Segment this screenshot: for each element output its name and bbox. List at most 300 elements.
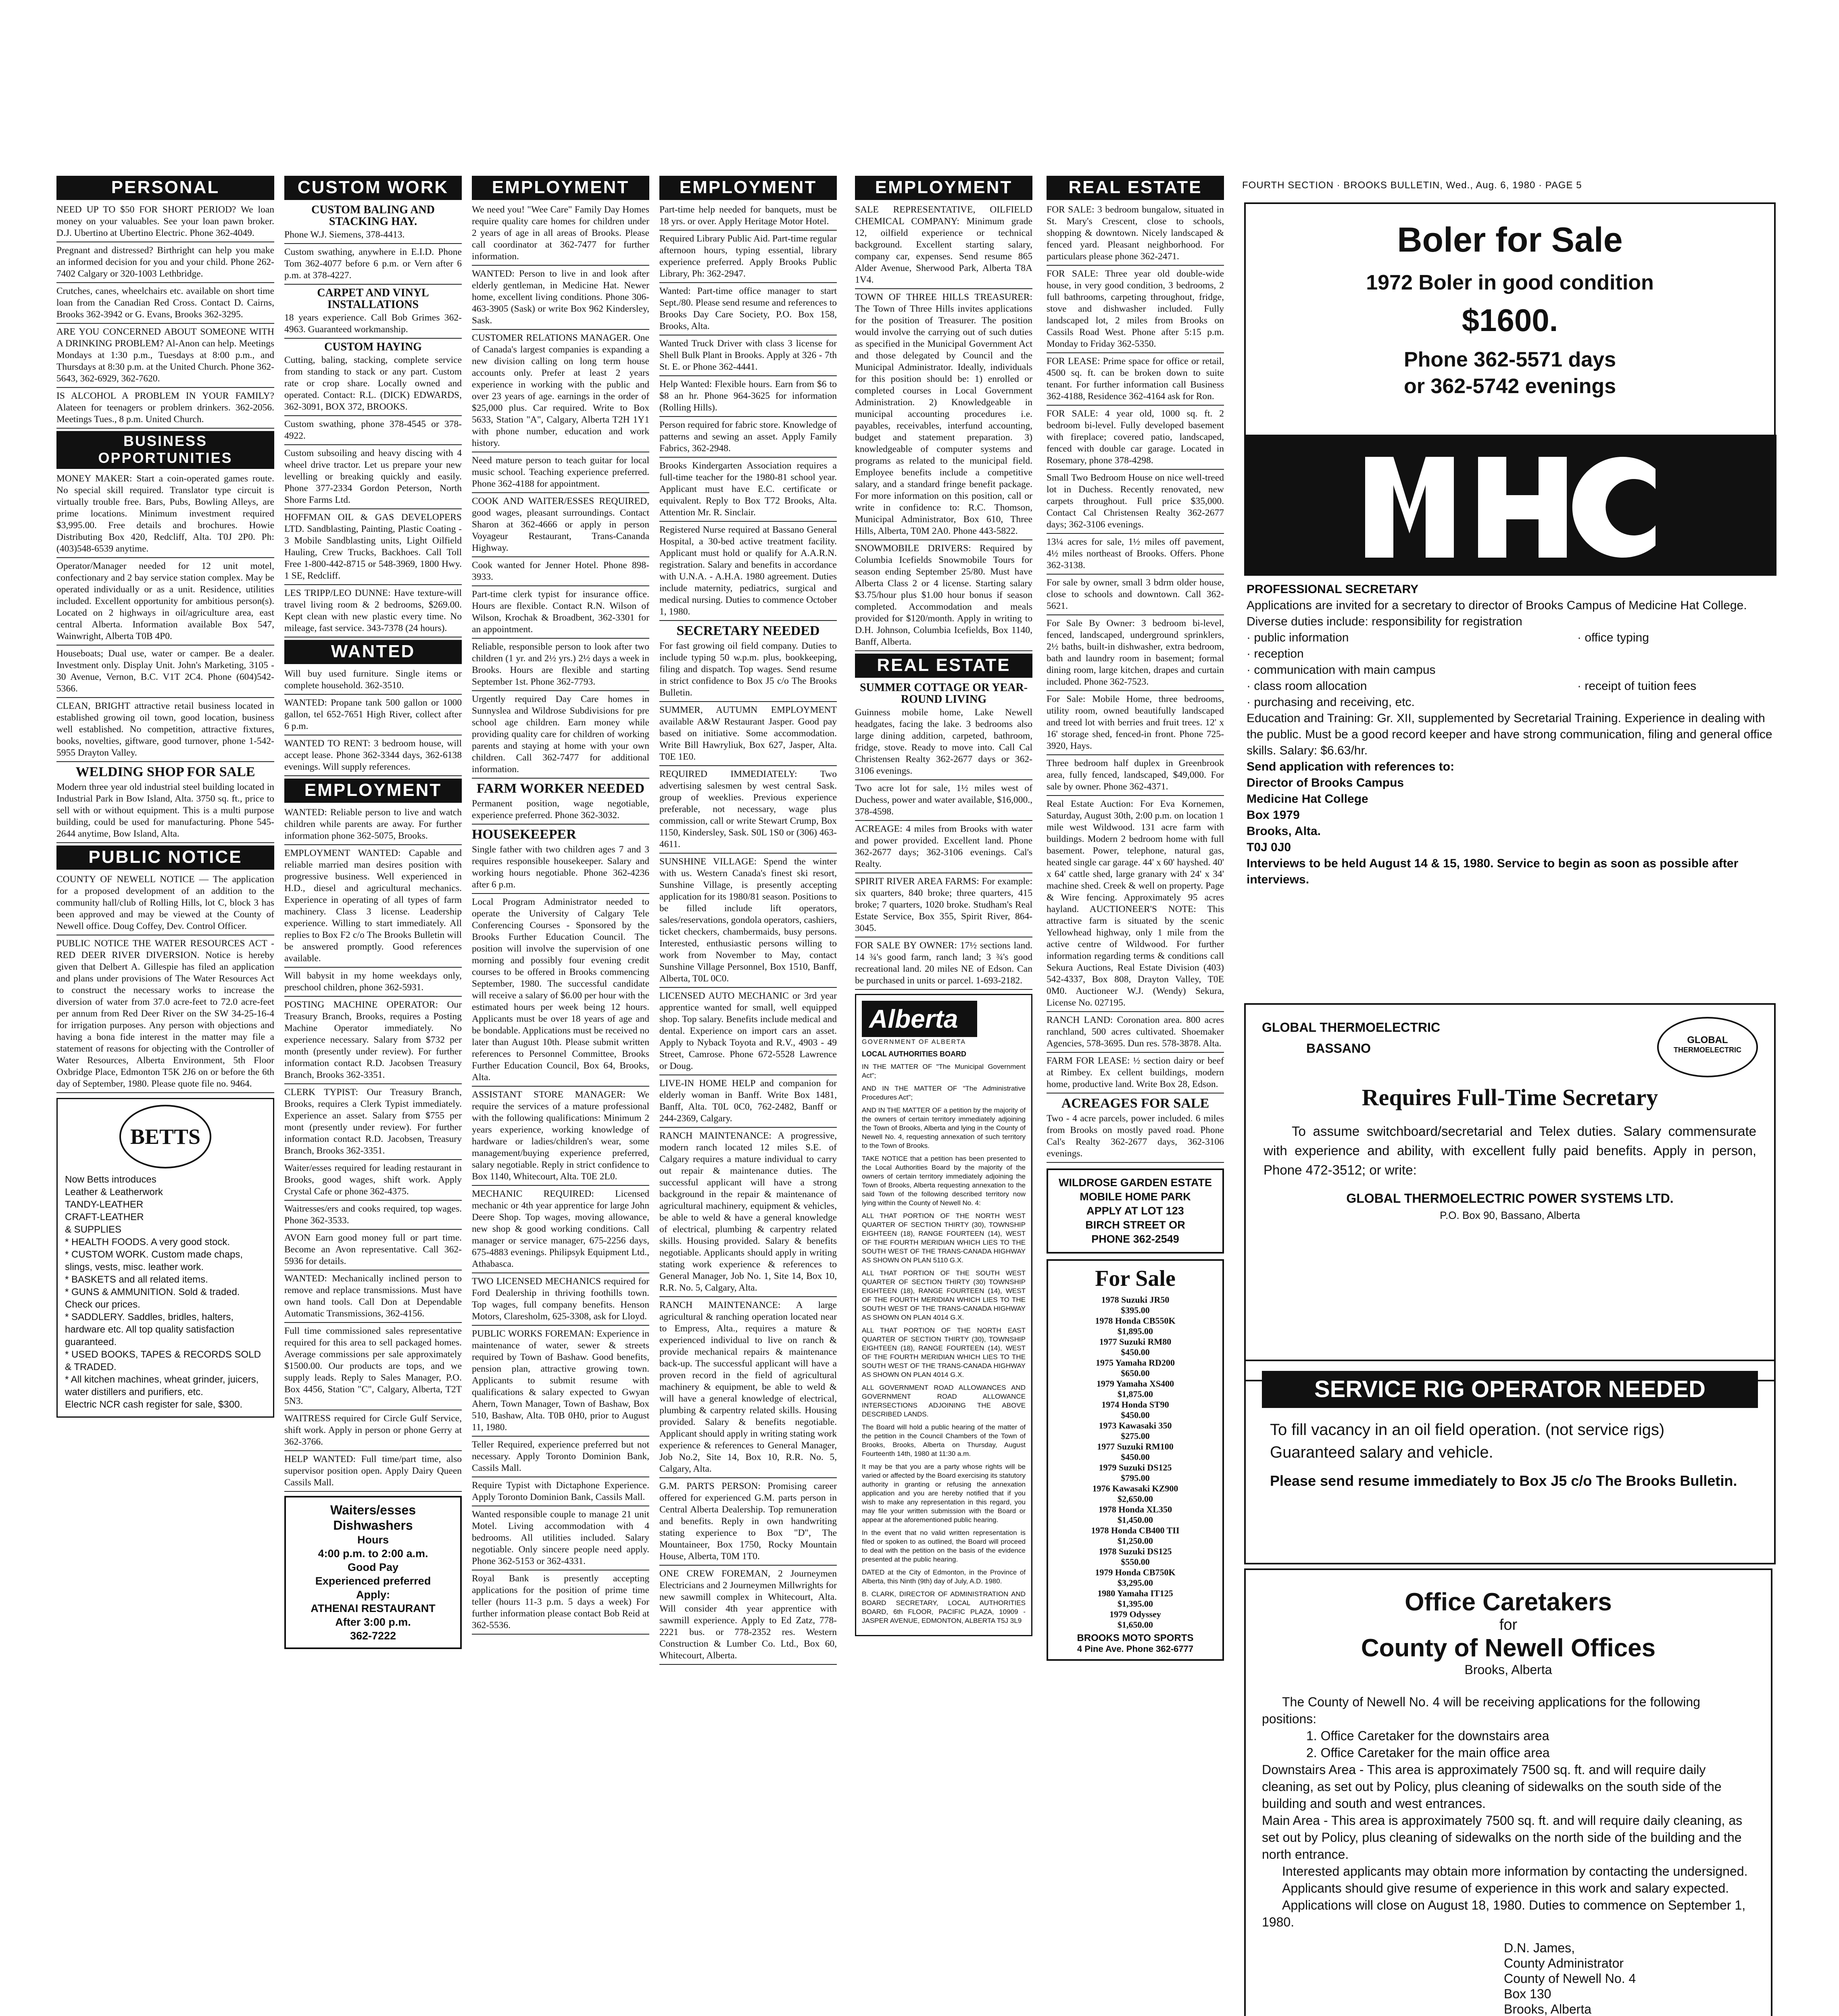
boler-title: Boler for Sale	[1397, 221, 1623, 259]
moto-item-price: $450.00	[1121, 1347, 1150, 1357]
service-rig-send: Please send resume immediately to Box J5 c/o The Brooks Bulletin.	[1270, 1472, 1737, 1489]
alberta-paragraph-2: AND IN THE MATTER OF "The Administrative Procedures Act";	[862, 1085, 1026, 1101]
moto-item-16	[1053, 1609, 1218, 1630]
section-header-public-notice: PUBLIC NOTICE	[56, 846, 274, 870]
alberta-paragraph-11: In the event that no valid written representation is filed or spoken to as outlined, the Board will proceed to deal with the petition on the basis of the evidence presented at the public hearing.	[862, 1529, 1026, 1563]
employment-col3-lower-ad-8: Wanted responsible couple to manage 21 unit Motel. Living accommodation with 4 bedrooms. All utilities included. Salary negotiable. Only sincere people need apply. Phone 362-5153 or 362-4331.	[472, 1509, 649, 1570]
employment-col4-lower-ad-6: RANCH MAINTENANCE: A progressive, modern ranch located 12 miles S.E. of Calgary requires a mature individual to carry out repair & maintenance duties. The successful applicant will have a strong background in the repair & maintenance of agricultural machinery, equipment & vehicles, be able to weld & have a general knowledge of electrical, plumbing & carpentry related skills. Housing provided. Salary & benefits negotiable. Applicants should apply in writing stating work experience & references to General Manager, Job No. 1, Site 14, Box 10, R.R. No. 5, Calgary, Alta.	[659, 1130, 837, 1297]
moto-for-sale-ad	[1047, 1259, 1224, 1661]
moto-item-name: 1979 Yamaha XS400	[1096, 1379, 1174, 1389]
custom-work-title-4: CUSTOM HAYING	[324, 341, 422, 353]
betts-line-10: * SADDLERY. Saddles, bridles, halters, hardware etc. All top quality satisfaction guaranteed.	[65, 1312, 235, 1347]
custom-work-ad-1	[284, 204, 462, 244]
real-estate-col6-ad-7: For sale by owner, small 3 bdrm older house, close to schools and downtown. Call 362-5621.	[1047, 577, 1224, 615]
moto-item-name: 1977 Suzuki RM100	[1097, 1441, 1174, 1452]
boler-line2: Phone 362-5571 days	[1403, 348, 1616, 371]
waiters-line-3: Good Pay	[347, 1561, 399, 1573]
moto-footer-address: 4 Pine Ave. Phone 362-6777	[1077, 1644, 1194, 1654]
employment-ads-col4	[659, 204, 837, 621]
section-header-personal: PERSONAL	[56, 176, 274, 200]
moto-item-name: 1979 Honda CB750K	[1095, 1567, 1176, 1577]
real-estate-col6-ad-3: FOR LEASE: Prime space for office or retail, 4500 sq. ft. can be broken down to suite tenant. For further information call Business 362-4188, Residence 362-4164 ask for Ron.	[1047, 356, 1224, 406]
employment-col4-lower-ad-1: SUMMER, AUTUMN EMPLOYMENT available A&W Restaurant Jasper. Good pay based on initiative. Some accommodation. Write Bill Hawryliuk, Box 627, Jasper, Alta. T0E 1E0.	[659, 704, 837, 766]
custom-work-text-8: LES TRIPP/LEO DUNNE: Have texture-will travel living room & 2 bedrooms, $269.00. Kept clean with new plastic every time. No mileage, fast service. 343-7378 (24 hours).	[284, 588, 462, 633]
custom-work-text-2: Custom swathing, anywhere in E.I.D. Phone Tom 362-4077 before 6 p.m. or Vern after 6 p.m. at 378-4227.	[284, 247, 462, 281]
column-employment-5	[855, 176, 1032, 1636]
alberta-paragraph-1: IN THE MATTER OF "The Municipal Government Act";	[862, 1063, 1026, 1079]
moto-item-price: $3,295.00	[1118, 1578, 1153, 1588]
employment-col2-ad-9: WANTED: Mechanically inclined person to remove and replace transmissions. Must have own hand tools. Call Don at Dependable Automatic Transmissions, 362-4156.	[284, 1273, 462, 1323]
alberta-logo: Alberta	[862, 1001, 977, 1037]
section-header-real-estate: REAL ESTATE	[1047, 176, 1224, 200]
moto-item-1	[1053, 1295, 1218, 1316]
employment-col3-lower-ad-4: TWO LICENSED MECHANICS required for Ford Dealership in thriving foothills town. Top wages, full company benefits. Henson Motors, Claresholm, 625-3308, ask for Lloyd.	[472, 1276, 649, 1326]
moto-item-name: 1979 Suzuki DS125	[1099, 1462, 1172, 1472]
alberta-board: LOCAL AUTHORITIES BOARD	[862, 1050, 966, 1058]
business-ad-3: Houseboats; Dual use, water or camper. Be a dealer. Investment only. Display Unit. John's Marketing, 3105 - 30 Avenue, Vernon, B.C. V1T 2C4. Phone (604)542-5366.	[56, 648, 274, 698]
custom-work-ad-7	[284, 512, 462, 585]
mhc-duty: · class room allocation	[1247, 679, 1367, 693]
employment-col4-lower-ad-7: RANCH MAINTENANCE: A large agricultural & ranching operation located near to Empress, Alta., requires a mature & experienced individual to live on ranch & provide mechanical repairs & maintenance back-up. The successful applicant will have a proven record in the field of agricultural machinery & equipment, be able to weld & will have a general knowledge of electrical, plumbing & carpentry related skills. Housing provided. Salary & benefits negotiable. Applicant should apply in writing stating work experience & references to General Manager, Job No.2, Site 14, Box 10, R.R. No. 5, Calgary, Alta.	[659, 1300, 837, 1478]
mhc-ad	[1244, 435, 1776, 995]
employment-col3-lower-ad-1: Local Program Administrator needed to operate the University of Calgary Tele Conferencing Courses - Sponsored by the Brooks Further Education Council. The position will involve the supervision of one morning and possibly four evening credit courses to be offered in Brooks commencing September, 1980. The successful candidate will receive a salary of $6.00 per hour with the estimated hours per week being 12 hours. Applicants must be over 18 years of age and be bondable. Applications must be received no later than August 10th. Please submit written references to Personnel Committee, Brooks Further Education Council, Box 64, Brooks, Alta.	[472, 896, 649, 1087]
real-estate-col6-ad-9: For Sale: Mobile Home, three bedrooms, utility room, owned beautifully landscaped and treed lot with berries and fruit trees. 12' x 16' storage shed, fenced-in front. Phone 725-3920, Hays.	[1047, 694, 1224, 755]
betts-line-12: * All kitchen machines, wheat grinder, juicers, water distillers and purifiers, etc.	[65, 1374, 259, 1397]
mhc-address	[1247, 775, 1774, 856]
page-folio: FOURTH SECTION · BROOKS BULLETIN, Wed., Aug. 6, 1980 · PAGE 5	[1242, 180, 1582, 191]
waiters-line-5: Apply:	[356, 1589, 390, 1601]
waiters-box	[284, 1496, 462, 1649]
housekeeper-ad	[472, 827, 649, 894]
alberta-paragraph-4: TAKE NOTICE that a petition has been presented to the Local Authorities Board by the majority of the owners of certain territory immediately adjoining the Town of Brooks, Alberta requesting annexation to the said Town of the following described territory now lying within the County of Newell No. 4:	[862, 1155, 1026, 1207]
employment-col2-ad-2: EMPLOYMENT WANTED: Capable and reliable married man desires position with progressive business. Well experienced in H.D., diesel and agricultural mechanics. Experience in operating of all types of farm machinery. Class 3 license. Leadership experience. Willing to start immediately. All replies to Box F2 c/o The Brooks Bulletin will be answered promptly. Good references available.	[284, 848, 462, 968]
section-header-wanted: WANTED	[284, 640, 462, 664]
alberta-paragraph-3: AND IN THE MATTER OF a petition by the majority of the owners of certain territory immediately adjoining the Town of Brooks, Alberta and lying in the County of Newell No. 4, requesting annexation of such territory to the Town of Brooks.	[862, 1106, 1026, 1150]
summer-cottage-ad	[855, 682, 1032, 780]
mhc-duty	[1577, 662, 1771, 678]
business-ads	[56, 473, 274, 762]
thermo-company: GLOBAL THERMOELECTRIC	[1262, 1020, 1441, 1035]
farm-worker-title: FARM WORKER NEEDED	[476, 781, 645, 796]
personal-ad-1: NEED UP TO $50 FOR SHORT PERIOD? We loan money on your valuables. See your loan pawn broker. D.J. Ubertino at Ubertino Electric. Phone 362-4049.	[56, 204, 274, 242]
secretary-needed-ad	[659, 623, 837, 702]
custom-work-text-6: Custom subsoiling and heavy discing with 4 wheel drive tractor. Let us prepare your new levelling or breaking quickly and easily. Phone 377-2334 Gordon Peterson, North Shore Farms Ltd.	[284, 448, 462, 505]
employment-ads-col5	[855, 204, 1032, 651]
employment-col3-ad-6: Cook wanted for Jenner Hotel. Phone 898-3933.	[472, 560, 649, 586]
employment-col2-ad-3: Will babysit in my home weekdays only, preschool children, phone 362-5931.	[284, 970, 462, 997]
moto-item-price: $550.00	[1121, 1557, 1150, 1567]
moto-item-10	[1053, 1483, 1218, 1504]
wildrose-line-3: BIRCH STREET OR	[1085, 1219, 1185, 1231]
employment-col2-ad-5: CLERK TYPIST: Our Treasury Branch, Brooks, requires a Clerk Typist immediately. Experience an asset. Salary from $755 per mont (presently under review). For further information contact R.D. Jacobsen, Treasury Branch, Brooks 362-3351.	[284, 1087, 462, 1160]
custom-work-ad-3	[284, 287, 462, 339]
mhc-duty: · purchasing and receiving, etc.	[1247, 696, 1415, 709]
caretakers-title: Office Caretakers	[1405, 1588, 1612, 1616]
employment-col2-ad-10: Full time commissioned sales representative required for this area to sell packaged homes. Average commissions per sale approximately $1500.00. Our products are tops, and we supply leads. Reply to Sales Manager, P.O. Box 4456, Station "C", Calgary, Alberta, T2T 5N3.	[284, 1325, 462, 1410]
employment-col4-ad-1: Part-time help needed for banquets, must be 18 yrs. or over. Apply Heritage Motor Hotel.	[659, 204, 837, 231]
custom-work-text-1: Phone W.J. Siemens, 378-4413.	[284, 229, 405, 240]
moto-title: For Sale	[1095, 1266, 1176, 1291]
mhc-logo	[1244, 435, 1776, 576]
personal-ad-3: Crutches, canes, wheelchairs etc. available on short time loan from the Canadian Red Cross. Contact D. Cairns, Brooks 362-3942 or G. Evans, Brooks 362-3295.	[56, 285, 274, 324]
moto-item-2	[1053, 1316, 1218, 1337]
mhc-send: Send application with references to:	[1247, 760, 1455, 773]
welding-title: WELDING SHOP FOR SALE	[75, 764, 255, 779]
public-notice-ads	[56, 874, 274, 1093]
alberta-paragraph-7: ALL THAT PORTION OF THE NORTH EAST QUARTER OF SECTION THIRTY (30), TOWNSHIP EIGHTEEN (18), RANGE FOURTEEN (14), WEST OF THE FOURTH MERIDIAN WHICH LIES TO THE SOUTH WEST OF THE TRANS-CANADA HIGHWAY AS SHOWN ON PLAN 4014 G.X.	[862, 1327, 1026, 1379]
mhc-duty: · office typing	[1577, 631, 1649, 644]
boler-price: $1600.	[1462, 302, 1558, 338]
real-estate-col6-ad-12: RANCH LAND: Coronation area. 800 acres ranchland, 500 acres cultivated. Shoemaker Agencies, 578-3695. Dun res. 578-3878. Alta.	[1047, 1014, 1224, 1053]
section-header-employment-col5: EMPLOYMENT	[855, 176, 1032, 200]
moto-item-price: $2,650.00	[1118, 1494, 1153, 1504]
betts-line-2: Leather & Leatherwork	[65, 1187, 163, 1198]
mhc-body: Education and Training: Gr. XII, supplemented by Secretarial Training. Experience in dealing with the public. Must be a good record keeper and have strong communication, filing and general office skills. Salary: $6.63/hr.	[1247, 712, 1772, 757]
caretakers-main: Main Area - This area is approximately 7500 sq. ft. and will require daily cleaning, as set out by Policy, plus cleaning of sidewalks on the north side of the building and the north entrance.	[1262, 1813, 1743, 1862]
employment-col3-ad-5: COOK AND WAITER/ESSES REQUIRED, good wages, pleasant surroundings. Contact Sharon at 362-4666 or apply in person Voyageur Restaurant, Trans-Cananda Highway.	[472, 496, 649, 557]
mhc-title: PROFESSIONAL SECRETARY	[1247, 583, 1419, 596]
moto-item-price: $795.00	[1121, 1473, 1150, 1483]
custom-work-ad-8	[284, 587, 462, 637]
alberta-paragraph-13: B. CLARK, DIRECTOR OF ADMINISTRATION AND BOARD SECRETARY, LOCAL AUTHORITIES BOARD, 6th FLOOR, PACIFIC PLAZA, 10909 - JASPER AVENUE, EDMONTON, ALBERTA T5J 3L9	[862, 1590, 1026, 1624]
moto-item-name: 1979 Odyssey	[1109, 1609, 1161, 1619]
service-rig-ad	[1244, 1360, 1776, 1564]
real-estate-col6-ad-8: For Sale By Owner: 3 bedroom bi-level, fenced, landscaped, underground sprinklers, 2½ baths, built-in dishwasher, extra bedroom, bath and laundry room in basement; formal dining room, large kitchen, drapes and curtain included. Phone 362-7523.	[1047, 618, 1224, 691]
employment-col3-lower-ad-7: Require Typist with Dictaphone Experience. Apply Toronto Dominion Bank, Cassils Mall.	[472, 1480, 649, 1506]
moto-item-13	[1053, 1546, 1218, 1567]
alberta-paragraph-5: ALL THAT PORTION OF THE NORTH WEST QUARTER OF SECTION THIRTY (30), TOWNSHIP EIGHTEEN (18), RANGE FOURTEEN (14), WEST OF THE FOURTH MERIDIAN WHICH LIES TO THE SOUTH WEST OF THE TRANS-CANADA HIGHWAY AS SHOWN ON PLAN 5110 G.X.	[862, 1212, 1026, 1264]
mhc-closing: Interviews to be held August 14 & 15, 1980. Service to begin as soon as possible after interviews.	[1247, 857, 1739, 886]
section-header-real-estate-col5: REAL ESTATE	[855, 654, 1032, 678]
mhc-logo-icon	[1357, 445, 1664, 566]
real-estate-col5-ad-1: Two acre lot for sale, 1½ miles west of Duchess, power and water available, $16,000., 378-4598.	[855, 783, 1032, 821]
moto-item-name: 1973 Kawasaki 350	[1099, 1420, 1172, 1431]
moto-item-price: $650.00	[1121, 1368, 1150, 1378]
alberta-paragraph-8: ALL GOVERNMENT ROAD ALLOWANCES AND GOVERNMENT ROAD ALLOWANCE INTERSECTIONS ADJOINING THE ABOVE DESCRIBED LANDS.	[862, 1384, 1026, 1418]
caretaker-signature-line-1: D.N. James,	[1504, 1941, 1575, 1955]
wanted-ad-1: Will buy used furniture. Single items or complete household. 362-3510.	[284, 668, 462, 695]
employment-col4-lower-ad-4: LICENSED AUTO MECHANIC or 3rd year apprentice wanted for small, well equipped shop. Top salary. Benefits include medical and dental. Experience on import cars an asset. Apply to Nyback Toyota and R.V., 4903 - 49 Street, Camrose. Phone 672-5528 Lawrence or Doug.	[659, 990, 837, 1075]
service-rig-title: SERVICE RIG OPERATOR NEEDED	[1262, 1371, 1758, 1408]
employment-ads-col3	[472, 204, 649, 779]
mhc-intro: Applications are invited for a secretary to director of Brooks Campus of Medicine Hat College. Diverse duties include: responsibility for registration	[1247, 599, 1747, 628]
wildrose-line-4: PHONE 362-2549	[1091, 1233, 1179, 1245]
mhc-duty	[1577, 694, 1771, 710]
moto-item-price: $1,250.00	[1118, 1536, 1153, 1546]
boler-line3: or 362-5742 evenings	[1403, 375, 1616, 398]
column-custom-work	[284, 176, 462, 1649]
moto-item-4	[1053, 1358, 1218, 1379]
custom-work-text-3: 18 years experience. Call Bob Grimes 362-4963. Guaranteed workmanship.	[284, 312, 462, 335]
caretakers-downstairs: Downstairs Area - This area is approximately 7500 sq. ft. and will require daily cleaning, as set out by Policy, plus cleaning of sidewalks on the south side of the building and south and west entrances.	[1262, 1762, 1722, 1811]
betts-line-9: * GUNS & AMMUNITION. Sold & traded. Check our prices.	[65, 1287, 240, 1310]
employment-col3-lower-ad-6: Teller Required, experience preferred but not necessary. Apply Toronto Dominion Bank, Cassils Mall.	[472, 1439, 649, 1477]
moto-items	[1053, 1295, 1218, 1630]
caretakers-closing: Applications will close on August 18, 1980. Duties to commence on September 1, 1980.	[1262, 1898, 1746, 1929]
business-ad-1: MONEY MAKER: Start a coin-operated games route. No special skill required. Translator type circuit is virtually trouble free. Bars, Pubs, Bowling Alleys, are prime locations. Minimum investment required $3,995.00. Free details and brochures. Howie Distributing Box 420, Redcliff, Alta. T0J 2P0. Ph: (403)548-6539 anytime.	[56, 473, 274, 558]
waiters-line-1: Hours	[357, 1534, 389, 1546]
wildrose-line-2: APPLY AT LOT 123	[1086, 1205, 1184, 1217]
employment-col4-ad-8: Registered Nurse required at Bassano General Hospital, a 30-bed active treatment facility. Applicant must hold or qualify for A.A.R.N. registration. Salary and benefits in accordance with U.N.A. - A.H.A. 1980 agreement. Duties include maternity, pediatrics, surgical and medical nursing. Duties to commence October 1, 1980.	[659, 524, 837, 621]
real-estate-col6-ad-2: FOR SALE: Three year old double-wide house, in very good condition, 3 bedrooms, 2 full bathrooms, carpeting throughout, fridge, stove and dishwasher included. Fully landscaped lot, 2 miles from Brooks on Cassils Road West. Phone after 5:15 p.m. Monday to Friday 362-5350.	[1047, 268, 1224, 353]
thermo-headline: Requires Full-Time Secretary	[1362, 1084, 1658, 1110]
personal-ads	[56, 204, 274, 429]
waiters-line-2: 4:00 p.m. to 2:00 a.m.	[318, 1547, 428, 1560]
alberta-paragraph-6: ALL THAT PORTION OF THE SOUTH WEST QUARTER OF SECTION THIRTY (30) TOWNSHIP EIGHTEEN (18), RANGE FOURTEEN (14), WEST OF THE FOURTH MERIDIAN WHICH LIES TO THE SOUTH WEST OF THE TRANS-CANADA HIGHWAY AS SHOWN ON PLAN 4014 G.X.	[862, 1269, 1026, 1321]
global-thermo-ad	[1244, 1003, 1776, 1381]
mhc-duty: · receipt of tuition fees	[1577, 679, 1697, 693]
betts-line-5: & SUPPLIES	[65, 1224, 122, 1235]
mhc-duty-row-5	[1247, 694, 1774, 710]
employment-col2-ad-8: AVON Earn good money full or part time. Become an Avon representative. Call 362-5936 for details.	[284, 1232, 462, 1270]
acreages-text: Two - 4 acre parcels, power included. 6 miles from Brooks on mostly paved road. Phone Cal's Realty 362-2677 days, 362-3106 evenings.	[1047, 1113, 1224, 1159]
waiters-line-6: ATHENAI RESTAURANT	[311, 1602, 436, 1614]
employment-col3-ad-8: Reliable, responsible person to look after two children (1 yr. and 2½ yrs.) 2½ days a week in Brooks. Hours are flexible and starting September 1st. Phone 362-7793.	[472, 641, 649, 691]
real-estate-col6-ad-11: Real Estate Auction: For Eva Kornemen, Saturday, August 30th, 2:00 p.m. on location 1 mile west Wildwood. 131 acre farm with buildings. Modern 2 bedroom home with full basement. Power, telephone, natural gas, heated single car garage. 44' x 60' hayshed. 40' x 64' cattle shed, large granary with 24' x 34' machine shed. Creek & well on property. Page & Wire fencing. Approximately 95 acres hayland. AUCTIONEER'S NOTE: This attractive farm is situated by the scenic Yellowhead highway, only 1 mile from the active centre of Wildwood. For further information regarding terms & conditions call Sekura Auctions, Real Estate Division (403) 542-4337, Box 808, Drayton Valley, T0E 0M0. Auctioneer W.J. (Wendy) Sekura, License No. 027195.	[1047, 798, 1224, 1012]
housekeeper-title: HOUSEKEEPER	[472, 827, 576, 842]
betts-line-8: * BASKETS and all related items.	[65, 1274, 208, 1285]
acreages-ad	[1047, 1096, 1224, 1163]
employment-col4-ad-7: Brooks Kindergarten Association requires a full-time teacher for the 1980-81 school year. Applicant must have E.C. certificate or equivalent. Reply to Box T72 Brooks, Alta. Attention Mr. R. Sinclair.	[659, 460, 837, 522]
employment-col2-ad-11: WAITRESS required for Circle Gulf Service, shift work. Apply in person or phone Gerry at 362-3766.	[284, 1413, 462, 1451]
caretakers-for: for	[1499, 1616, 1518, 1633]
custom-work-text-4: Cutting, baling, stacking, complete service from standing to stack or any part. Custom rate or crop share. Locally owned and operated. Contact: R.L. (DICK) EDWARDS, 362-3091, BOX 372, BROOKS.	[284, 355, 462, 412]
mhc-address-line-1: Director of Brooks Campus	[1247, 776, 1404, 789]
custom-work-ad-6	[284, 448, 462, 509]
employment-col4-ad-6: Person required for fabric store. Knowledge of patterns and sewing an asset. Apply Family Fabrics, 362-2948.	[659, 419, 837, 458]
betts-ad	[56, 1098, 274, 1418]
boler-ad	[1244, 202, 1776, 456]
waiters-line-8: 362-7222	[350, 1630, 396, 1642]
thermo-town: BASSANO	[1306, 1041, 1371, 1056]
mhc-address-line-5: T0J 0J0	[1247, 841, 1291, 854]
custom-work-text-5: Custom swathing, phone 378-4545 or 378-4922.	[284, 419, 462, 441]
employment-col5-ad-2: TOWN OF THREE HILLS TREASURER: The Town of Three Hills invites applications for the position of Treasurer. The position would involve the carrying out of such duties as specified in the Municipal Government Act and those delegated by Council and the Municipal Administrator. Ideally, individuals for this position should be: 1) enrolled or completed courses in Local Government Administration. 2) Knowledgeable in municipal accounting procedures i.e. payables, receivables, interfund accounting, budget and statement preparation. 3) knowledgeable of computer systems and programs as related to the municipal field. Employee benefits include a competitive salary, and a standard fringe benefit package. For more information on this position, call or write in confidence to: R.C. Thomson, Municipal Administrator, Box 610, Three Hills, Alberta, T0M 2A0. Phone 443-5822.	[855, 292, 1032, 540]
moto-item-price: $450.00	[1121, 1410, 1150, 1420]
public-notice-2: PUBLIC NOTICE THE WATER RESOURCES ACT - RED DEER RIVER DIVERSION. Notice is hereby given that Delbert A. Gillespie has filed an application and plans under provisions of The Water Resources Act to construct the necessary works to increase the diversion of water from 37.0 acre-feet to 72.0 acre-feet per annum from Red Deer River on the SW 34-25-16-4 for irrigation purposes. Any person with objections and having a bona fide interest in the matter may file a statement of reasons for objecting with the Controller of Water Resources, Alberta Environment, 5th Floor Oxbridge Place, Edmonton T5K 2J6 on or before the 6th day of September, 1980. Please quote file no. 9464.	[56, 938, 274, 1093]
employment-col3-ad-7: Part-time clerk typist for insurance office. Hours are flexible. Contact R.N. Wilson of Wilson, Krochak & Broadbent, 362-3301 for an appointment.	[472, 589, 649, 639]
employment-col2-ad-7: Waitresses/ers and cooks required, top wages. Phone 362-3533.	[284, 1203, 462, 1230]
summer-cottage-title: SUMMER COTTAGE OR YEAR-ROUND LIVING	[859, 681, 1028, 706]
column-employment-3	[472, 176, 649, 1637]
column-personal	[56, 176, 274, 1418]
real-estate-col6-ad-1: FOR SALE: 3 bedroom bungalow, situated in St. Mary's Crescent, close to schools, shopping & downtown. Nicely landscaped & fenced yard. Pleasant neighborhood. For particulars please phone 362-2471.	[1047, 204, 1224, 266]
betts-line-6: * HEALTH FOODS. A very good stock.	[65, 1237, 230, 1248]
caretaker-signature-line-2: County Administrator	[1504, 1956, 1624, 1970]
farm-worker-text: Permanent position, wage negotiable, experience preferred. Phone 362-3032.	[472, 798, 649, 821]
moto-item-price: $395.00	[1121, 1305, 1150, 1315]
caretaker-position-2: 2. Office Caretaker for the main office area	[1306, 1745, 1550, 1760]
moto-item-price: $275.00	[1121, 1431, 1150, 1441]
moto-item-name: 1977 Suzuki RM80	[1099, 1337, 1172, 1347]
housekeeper-text: Single father with two children ages 7 and 3 requires responsible housekeeper. Salary and working hours negotiable. Phone 362-4236 after 6 p.m.	[472, 844, 649, 890]
column-employment-4	[659, 176, 837, 1667]
caretakers-interested: Interested applicants may obtain more information by contacting the undersigned.	[1282, 1864, 1748, 1879]
waiters-title: Waiters/esses Dishwashers	[330, 1503, 416, 1533]
thermo-co: GLOBAL THERMOELECTRIC POWER SYSTEMS LTD.	[1346, 1191, 1674, 1206]
alberta-sub: GOVERNMENT OF ALBERTA	[862, 1039, 966, 1045]
employment-col5-ad-3: SNOWMOBILE DRIVERS: Required by Columbia Icefields Snowmobile Tours for season ending September 25/80. Must have Alberta Class 2 or 4 license. Starting salary $3.75/hour plus $1.00 hour bonus if season completed. Accommodation and meals provided for $120/month. Apply in writing to D.H. Johnson, Columbia Icefields, Box 1140, Banff, Alberta.	[855, 543, 1032, 651]
alberta-paragraph-10: It may be that you are a party whose rights will be varied or affected by the Board exercising its statutory authority in granting or refusing the annexation application and you are hereby notified that if you wish to make any representation in this regard, you may file your written submission with the Board or appear at the aforementioned public hearing.	[862, 1463, 1026, 1524]
moto-item-name: 1978 Suzuki JR50	[1101, 1295, 1170, 1305]
mhc-duty: · communication with main campus	[1247, 663, 1436, 677]
caretakers-location: Brooks, Alberta	[1464, 1662, 1552, 1677]
real-estate-col6-ad-4: FOR SALE: 4 year old, 1000 sq. ft. 2 bedroom bi-level. Fully developed basement with fireplace; covered patio, landscaped, fenced with double car garage. Located in Rosemary, phone 378-4298.	[1047, 408, 1224, 470]
custom-work-ad-5	[284, 419, 462, 445]
real-estate-ads-col6	[1047, 204, 1224, 1093]
mhc-address-line-4: Brooks, Alta.	[1247, 825, 1321, 838]
waiters-lines	[291, 1533, 455, 1643]
mhc-address-line-3: Box 1979	[1247, 808, 1300, 822]
caretakers-applicants: Applicants should give resume of experience in this work and salary expected.	[1282, 1881, 1729, 1895]
section-header-employment-col4: EMPLOYMENT	[659, 176, 837, 200]
moto-item-name: 1980 Yamaha IT125	[1097, 1588, 1173, 1598]
waiters-line-7: After 3:00 p.m.	[335, 1616, 411, 1628]
caretaker-position-1: 1. Office Caretaker for the downstairs area	[1306, 1729, 1549, 1743]
employment-col2-ad-12: HELP WANTED: Full time/part time, also supervisor position open. Apply Dairy Queen Cassils Mall.	[284, 1454, 462, 1492]
employment-col4-lower-ad-8: G.M. PARTS PERSON: Promising career offered for experienced G.M. parts person in Central Alberta Dealership. Top remuneration and benefits. Reply in own handwriting stating experience to Box "D", The Mountaineer, Box 1750, Rocky Mountain House, Alberta, T0M 1T0.	[659, 1481, 837, 1566]
employment-col4-lower-ad-5: LIVE-IN HOME HELP and companion for elderly woman in Banff. Write Box 1481, Banff, Alta. T0L 0C0, 762-2482, Banff or 244-2369, Calgary.	[659, 1078, 837, 1128]
employment-col2-ad-1: WANTED: Reliable person to live and watch children while parents are away. For further information phone 362-5075, Brooks.	[284, 807, 462, 845]
mhc-duty-row-4	[1247, 678, 1774, 694]
wanted-ads	[284, 668, 462, 776]
moto-item-price: $1,450.00	[1118, 1515, 1153, 1525]
betts-line-13: Electric NCR cash register for sale, $300.	[65, 1399, 243, 1410]
mhc-duty: · public information	[1247, 631, 1349, 644]
caretaker-signature-line-5: Brooks, Alberta	[1504, 2002, 1591, 2016]
moto-item-3	[1053, 1337, 1218, 1358]
section-header-employment-col2: EMPLOYMENT	[284, 779, 462, 803]
custom-work-text-7: HOFFMAN OIL & GAS DEVELOPERS LTD. Sandblasting, Painting, Plastic Coating - 3 Mobile Sandblasting units, Light Oilfield Hauling, Crew Trucks, Backhoes. Call Toll Free 1-800-442-8715 or 548-3969, 1800 Hwy. 1 SE, Redcliff.	[284, 512, 462, 581]
moto-item-12	[1053, 1525, 1218, 1546]
employment-ads-col3-lower	[472, 896, 649, 1635]
moto-item-9	[1053, 1462, 1218, 1483]
custom-work-title-1: CUSTOM BALING AND STACKING HAY.	[311, 204, 435, 228]
moto-item-name: 1978 Honda CB400 TII	[1091, 1525, 1180, 1535]
moto-item-price: $1,875.00	[1118, 1389, 1153, 1399]
betts-lines	[65, 1173, 266, 1411]
caretaker-signature-line-4: Box 130	[1504, 1987, 1551, 2001]
employment-col3-lower-ad-9: Royal Bank is presently accepting applications for the position of prime time teller (hours 11-3 p.m. 5 days a week) For further information please contact Bob Reid at 362-5536.	[472, 1573, 649, 1635]
caretakers-intro: The County of Newell No. 4 will be receiving applications for the following positions:	[1262, 1695, 1700, 1726]
section-header-custom-work: CUSTOM WORK	[284, 176, 462, 200]
mhc-duty-row-1	[1247, 630, 1774, 646]
moto-item-6	[1053, 1400, 1218, 1420]
farm-worker-ad	[472, 781, 649, 825]
thermo-logo	[1657, 1017, 1758, 1077]
employment-col4-lower-ad-2: REQUIRED IMMEDIATELY: Two advertising salesmen by west central Sask. group of weeklies. Previous experience preferable, not necessary, wage plus commission, call or write Stewart Crump, Box 1150, Kindersley, Sask. S0L 1S0 or (306) 463-4611.	[659, 768, 837, 854]
section-header-employment-col3: EMPLOYMENT	[472, 176, 649, 200]
thermo-logo-line1: GLOBAL	[1687, 1035, 1728, 1045]
personal-ad-4: ARE YOU CONCERNED ABOUT SOMEONE WITH A DRINKING PROBLEM? Al-Anon can help. Meetings Mondays at 1:30 p.m., Tuesdays at 8:00 p.m., and Thursdays at 8:30 p.m. at the United Church. Phone 362-5643, 362-6929, 362-7620.	[56, 326, 274, 388]
betts-line-1: Now Betts introduces	[65, 1174, 156, 1185]
employment-col2-ad-4: POSTING MACHINE OPERATOR: Our Treasury Branch, Brooks, requires a Posting Machine Operator immediately. No experience necessary. Salary from $732 per month (presently under review). For further information contact R.D. Jacobsen Treasury Branch, Brooks 362-3351.	[284, 999, 462, 1084]
summer-cottage-text: Guinness mobile home, Lake Newell headgates, facing the lake. 3 bedrooms also large dining addition, carpeted, bathroom, fridge, stove. Ready to move into. Call Cal Christensen Realty 362-2677 days or 362-3106 evenings.	[855, 707, 1032, 776]
custom-work-ads	[284, 204, 462, 637]
boler-line1: 1972 Boler in good condition	[1366, 271, 1654, 294]
employment-col4-ad-2: Required Library Public Aid. Part-time regular afternoon hours, typing essential, library experience preferred. Apply Brooks Public Library, Ph: 362-2947.	[659, 233, 837, 283]
moto-item-15	[1053, 1588, 1218, 1609]
custom-work-ad-4	[284, 341, 462, 416]
real-estate-col6-ad-6: 13¼ acres for sale, 1½ miles off pavement, 4½ miles northeast of Brooks. Offers. Phone 362-3138.	[1047, 536, 1224, 575]
wildrose-ad	[1047, 1168, 1224, 1254]
real-estate-col5-ad-2: ACREAGE: 4 miles from Brooks with water and power provided. Excellent land. Phone 362-2677 days; 362-3106 evenings. Cal's Realty.	[855, 823, 1032, 873]
moto-item-name: 1978 Suzuki DS125	[1099, 1546, 1172, 1556]
wanted-ad-3: WANTED TO RENT: 3 bedroom house, will accept lease. Phone 362-3344 days, 362-6138 evenings. Will supply references.	[284, 738, 462, 776]
employment-col4-ad-3: Wanted: Part-time office manager to start Sept./80. Please send resume and references to Brooks Day Care Society, P.O. Box 158, Brooks, Alta.	[659, 285, 837, 335]
employment-col3-ad-2: WANTED: Person to live in and look after elderly gentleman, in Medicine Hat. Newer home, excellent living conditions. Phone 306-463-3905 (Sask) or write Box 962 Kindersley, Sask.	[472, 268, 649, 330]
real-estate-col5-ad-3: SPIRIT RIVER AREA FARMS: For example: six quarters, 840 broke; three quarters, 415 broke; 7 quarters, 1020 broke. Studham's Real Estate Service, Box 355, Spirit River, 864-3045.	[855, 876, 1032, 937]
moto-item-name: 1978 Honda CB550K	[1095, 1316, 1176, 1326]
welding-shop-ad	[56, 764, 274, 843]
custom-work-ad-2	[284, 246, 462, 285]
moto-item-name: 1975 Yamaha RD200	[1096, 1358, 1175, 1368]
caretakers-county: County of Newell Offices	[1361, 1634, 1656, 1662]
moto-item-8	[1053, 1441, 1218, 1462]
moto-footer: BROOKS MOTO SPORTS	[1077, 1633, 1194, 1643]
wildrose-line-1: WILDROSE GARDEN ESTATE MOBILE HOME PARK	[1058, 1177, 1212, 1203]
business-ad-2: Operator/Manager needed for 12 unit motel, confectionary and 2 bay service station complex. May be operated individually or as a unit. Residence, utilities included. Excellent opportunity for ambitious person(s). Located on 2 highways in oil/agriculture area, east central Alberta. Information available Box 547, Wainwright, Alberta T0B 4P0.	[56, 560, 274, 646]
public-notice-1: COUNTY OF NEWELL NOTICE — The application for a proposed development of an addition to the community hall/club of Rolling Hills, lot C, block 3 has been approved and may be viewed at the County of Newell office. Doug Coffey, Dev. Control Officer.	[56, 874, 274, 935]
caretaker-signature-line-3: County of Newell No. 4	[1504, 1971, 1636, 1986]
caretaker-signature	[1504, 1940, 1755, 2016]
alberta-paragraphs	[862, 1062, 1026, 1625]
employment-col4-lower-ad-9: ONE CREW FOREMAN, 2 Journeymen Electricians and 2 Journeymen Millwrights for new sawmill complex in Whitecourt, Alta. Will consider 4th year apprentice with sawmill experience. Apply to Ed Zatz, 778-2221 bus. or 778-2352 res. Western Construction & Lumber Co. Ltd., Box 60, Whitecourt, Alberta.	[659, 1568, 837, 1665]
employment-col4-lower-ad-3: SUNSHINE VILLAGE: Spend the winter with us. Western Canada's finest ski resort, Sunshine Village, is presently accepting application for its 1980/81 season. Positions to be filled include lift operators, sales/reservations, gondola operators, cashiers, ticket checkers, chambermaids, busy persons. Interested, enthusiastic persons willing to work from November to May, contact Sunshine Village Personnel, Box 1510, Banff, Alberta, T0L 0C0.	[659, 856, 837, 988]
real-estate-ads-col5	[855, 783, 1032, 990]
employment-ads-col2	[284, 807, 462, 1492]
personal-ad-5: IS ALCOHOL A PROBLEM IN YOUR FAMILY? Alateen for teenagers or problem drinkers. 362-2056. Meetings Tues., 8 p.m. United Church.	[56, 390, 274, 429]
betts-logo: BETTS	[119, 1105, 211, 1168]
employment-col2-ad-6: Waiter/esses required for leading restaurant in Brooks, good wages, shift work. Apply Crystal Cafe or phone 362-4375.	[284, 1162, 462, 1201]
employment-col3-ad-1: We need you! "Wee Care" Family Day Homes require quality care homes for children under 2 years of age in all areas of Brooks. Please call coordinator at 362-7477 for further information.	[472, 204, 649, 266]
employment-col3-lower-ad-2: ASSISTANT STORE MANAGER: We require the services of a mature professional with the following qualifications: Minimum 2 years experience, working knowledge of hardware or ladies/children's wear, some management/buying experience preferred, salary negotiable. Reply in strict confidence to Box 1140, Whitecourt, Alta. T0E 2L0.	[472, 1089, 649, 1186]
employment-col3-ad-3: CUSTOMER RELATIONS MANAGER. One of Canada's largest companies is expanding a new division calling on long term house accounts only. Prefer at least 2 years experience in working with the public and over 23 years of age. earnings in the order of $25,000 plus. Car required. Write to Box 5633, Station "A", Calgary, Alberta T2H 1Y1 with phone number, education and work history.	[472, 332, 649, 452]
personal-ad-2: Pregnant and distressed? Birthright can help you make an informed decision for you and your child. Phone 262-7402 Calgary or 320-1003 Lethbridge.	[56, 245, 274, 283]
acreages-title: ACREAGES FOR SALE	[1061, 1096, 1209, 1111]
betts-line-11: * USED BOOKS, TAPES & RECORDS SOLD & TRADED.	[65, 1349, 261, 1372]
thermo-addr: P.O. Box 90, Bassano, Alberta	[1440, 1209, 1580, 1221]
moto-item-price: $450.00	[1121, 1452, 1150, 1462]
moto-item-name: 1978 Honda XL350	[1098, 1504, 1172, 1514]
employment-ads-col4-lower	[659, 704, 837, 1665]
thermo-text: To assume switchboard/secretarial and Telex duties. Salary commensurate with experience and ability, with excellent fully paid benefits. Apply in person, Phone 472-3512; or write:	[1264, 1124, 1756, 1177]
alberta-notice	[855, 994, 1032, 1636]
secretary-needed-title: SECRETARY NEEDED	[676, 623, 820, 638]
moto-item-7	[1053, 1420, 1218, 1441]
mhc-duty	[1577, 646, 1771, 662]
employment-col3-lower-ad-5: PUBLIC WORKS FOREMAN: Experience in maintenance of water, sewer & streets required by Town of Bashaw. Good benefits, pension plan, attractive growing town. Applicants to submit resume with qualifications & salary expected to Gwyan Ahern, Town Manager, Town of Bashaw, Box 510, Bashaw, Alta. T0B 0H0, prior to August 11, 1980.	[472, 1328, 649, 1437]
employment-col3-ad-4: Need mature person to teach guitar for local music school. Teaching experience preferred. Phone 362-4188 for appointment.	[472, 455, 649, 493]
mhc-duties	[1247, 630, 1774, 710]
real-estate-col6-ad-5: Small Two Bedroom House on nice well-treed lot in Duchess. Recently renovated, new carpets throughout. Full price $35,000. Contact Cal Christensen Realty 362-2677 days; 362-3106 evenings.	[1047, 472, 1224, 534]
service-rig-text: To fill vacancy in an oil field operation. (not service rigs) Guaranteed salary and vehicle.	[1270, 1421, 1665, 1461]
moto-item-price: $1,395.00	[1118, 1599, 1153, 1609]
employment-col4-ad-5: Help Wanted: Flexible hours. Earn from $6 to $8 an hr. Phone 964-3625 for information (Rolling Hills).	[659, 379, 837, 417]
real-estate-col5-ad-4: FOR SALE BY OWNER: 17½ sections land. 14 ¾'s good farm, ranch land; 3 ¾'s good recreational land. 20 miles NE of Edson. Can be purchased in units or parcel. 1-693-2182.	[855, 940, 1032, 990]
office-caretakers-ad	[1244, 1568, 1772, 2016]
thermo-logo-line2: THERMOELECTRIC	[1674, 1046, 1741, 1054]
moto-item-price: $1,650.00	[1118, 1620, 1153, 1630]
mhc-address-line-2: Medicine Hat College	[1247, 792, 1368, 806]
employment-col3-ad-9: Urgently required Day Care homes in Sunnyslea and Wildrose Subdivisions for pre school age children. Earn money while providing quality care for children of working parents and staying at home with your own children. Call 362-7477 for additional information.	[472, 694, 649, 779]
moto-item-name: 1974 Honda ST90	[1101, 1400, 1169, 1410]
betts-line-3: TANDY-LEATHER	[65, 1199, 144, 1210]
moto-item-11	[1053, 1504, 1218, 1525]
waiters-line-4: Experienced preferred	[315, 1575, 431, 1587]
wanted-ad-2: WANTED: Propane tank 500 gallon or 1000 gallon, tel 652-7651 High River, collect after 6 p.m.	[284, 697, 462, 735]
real-estate-col6-ad-13: FARM FOR LEASE: ½ section dairy or beef at Rimbey. Ex cellent buildings, modern home, productive land. Write Box 28, Edson.	[1047, 1055, 1224, 1093]
